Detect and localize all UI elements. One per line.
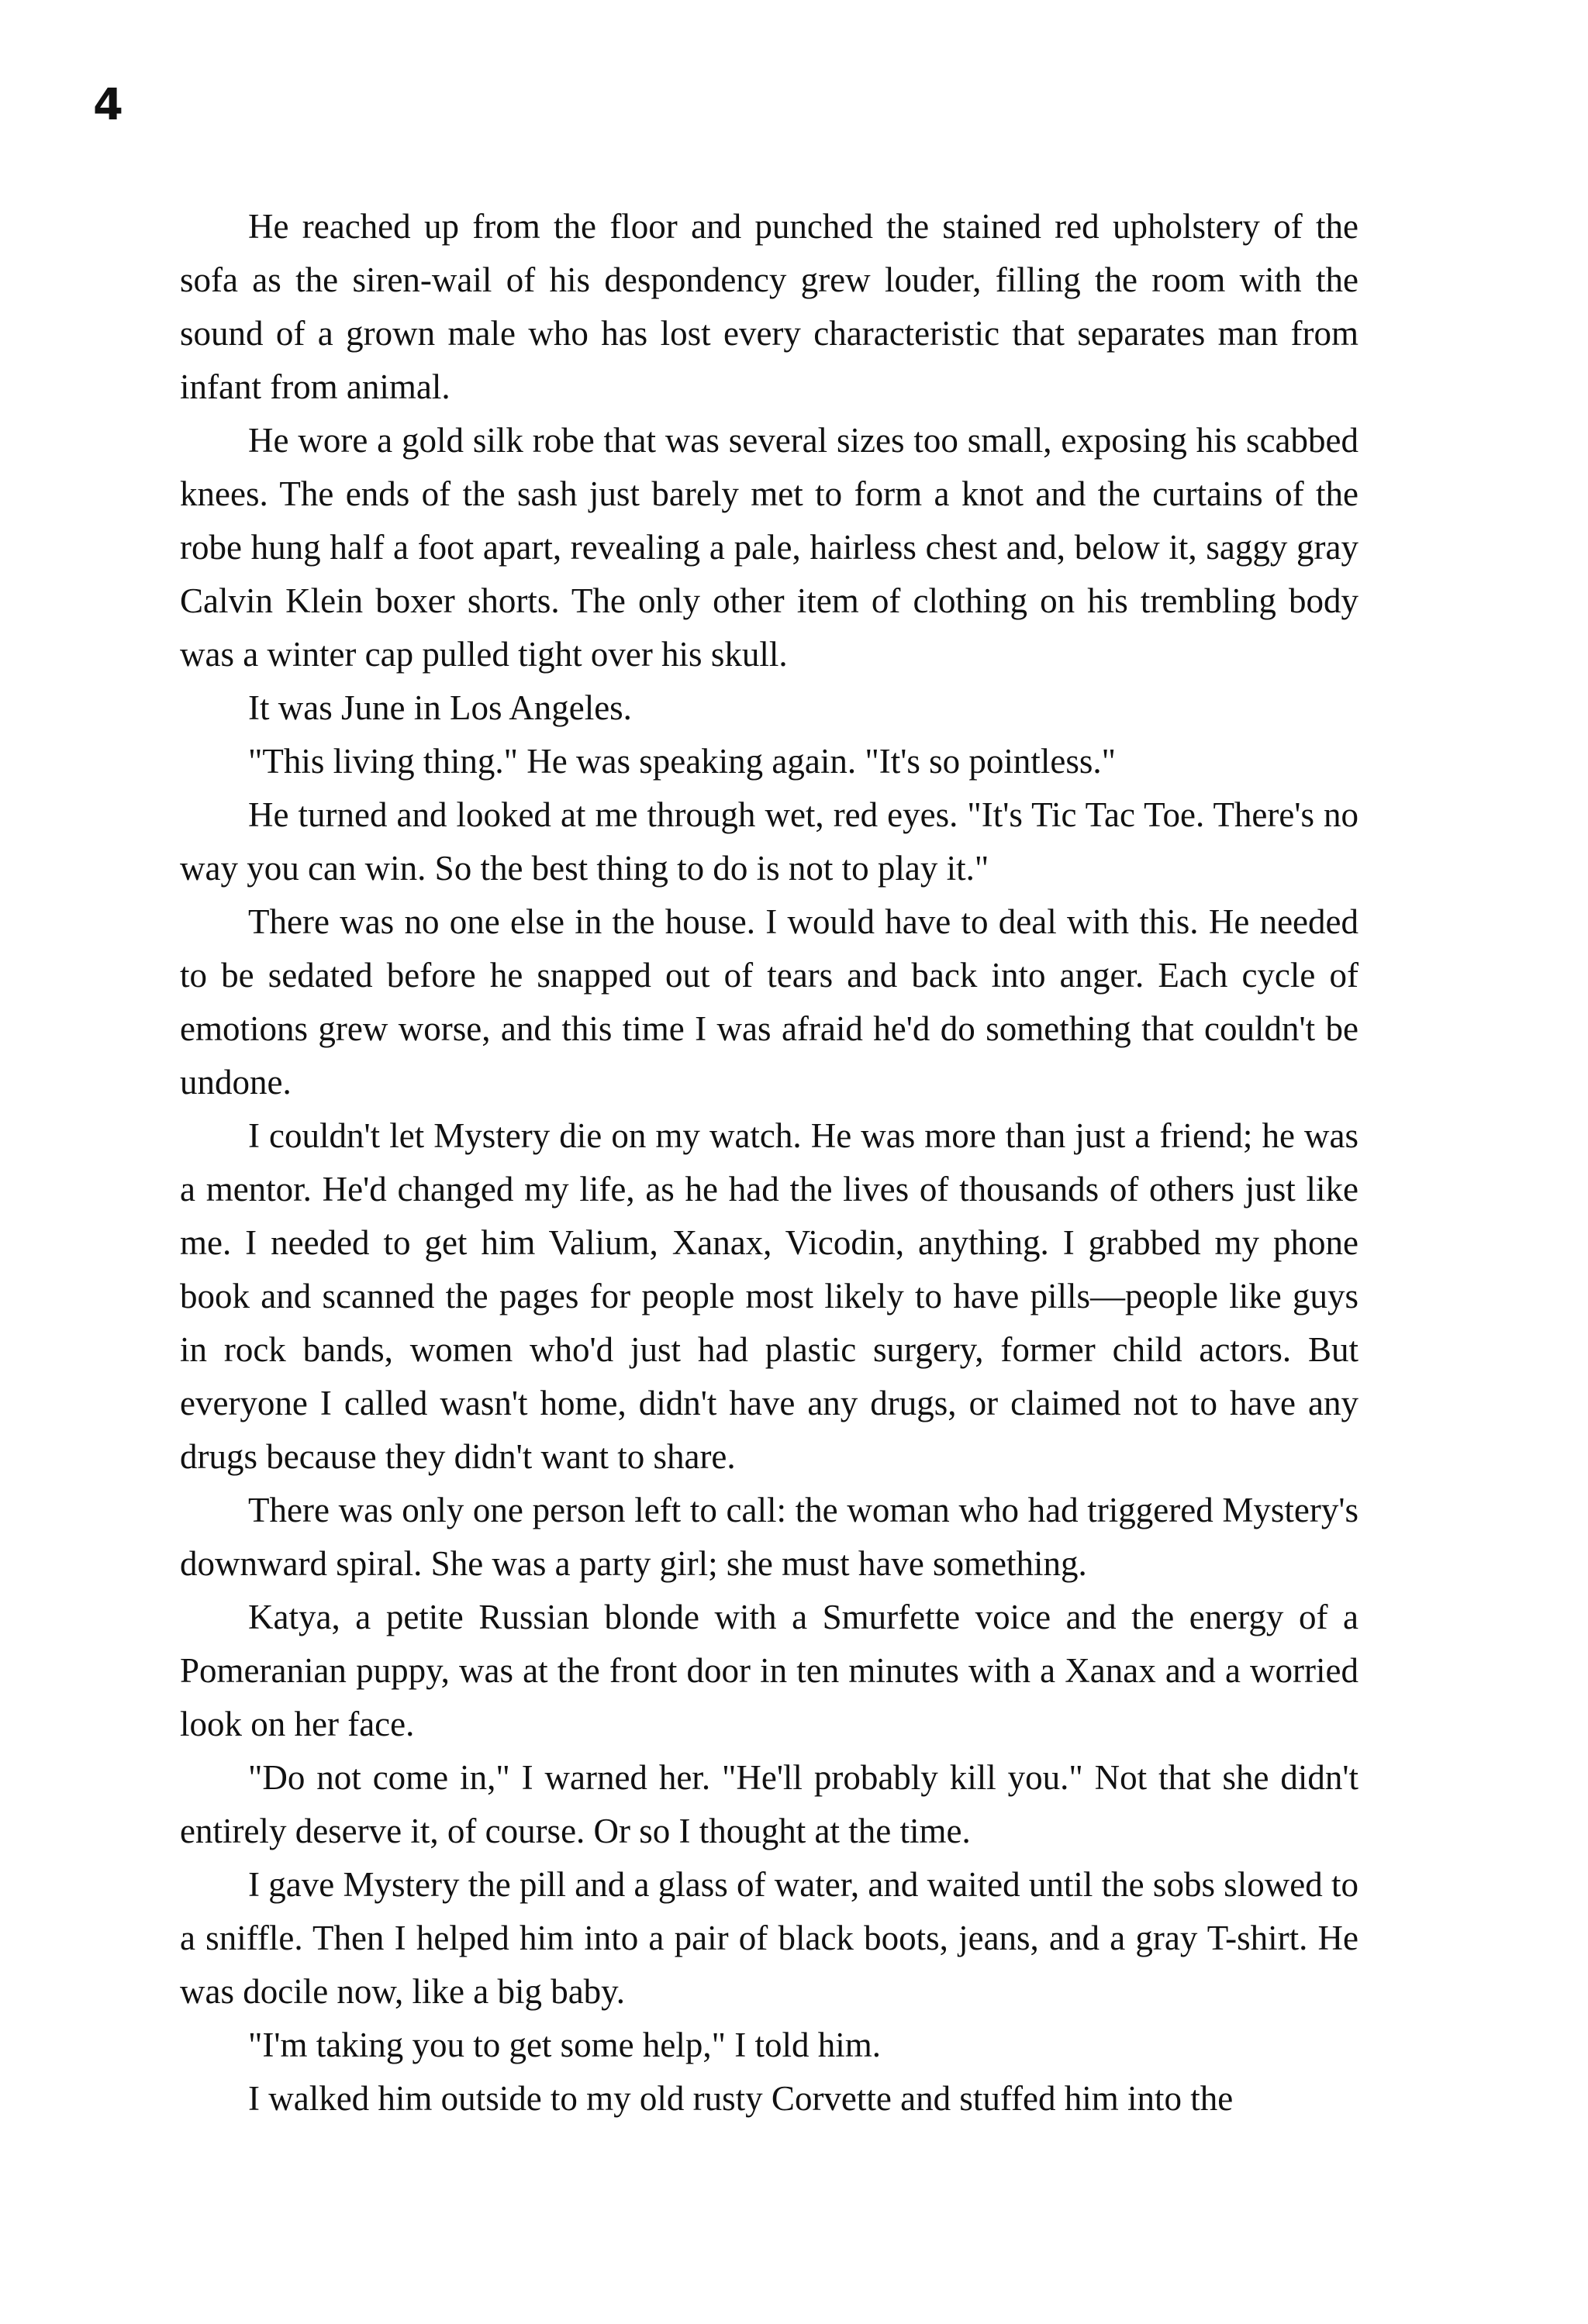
paragraph: There was only one person left to call: the woman who had triggered Mystery's downward spiral. She was a party girl; she must have something. [180, 1491, 1358, 1583]
paragraph: "This living thing." He was speaking again. "It's so pointless." [248, 742, 1116, 781]
paragraph: I walked him outside to my old rusty Corvette and stuffed him into the [248, 2079, 1234, 2118]
paragraph: He turned and looked at me through wet, red eyes. "It's Tic Tac Toe. There's no way you can win. So the best thing to do is not to play it." [180, 795, 1358, 888]
paragraph: There was no one else in the house. I would have to deal with this. He needed to be sedated before he snapped out of tears and back into anger. Each cycle of emotions grew worse, and this time I was afraid he'd do something that couldn't be undone. [180, 902, 1358, 1102]
paragraph: I gave Mystery the pill and a glass of water, and waited until the sobs slowed to a sniffle. Then I helped him into a pair of black boots, jeans, and a gray T-shirt. He was docile now, like a big baby. [180, 1865, 1358, 2011]
paragraph: Katya, a petite Russian blonde with a Smurfette voice and the energy of a Pomeranian puppy, was at the front door in ten minutes with a Xanax and a worried look on her face. [180, 1598, 1358, 1743]
paragraph: He wore a gold silk robe that was several sizes too small, exposing his scabbed knees. The ends of the sash just barely met to form a knot and the curtains of the robe hung half a foot apart, revealing a pale, hairless chest and, below it, saggy gray Calvin Klein boxer shorts. The only other item of clothing on his trembling body was a winter cap pulled tight over his skull. [180, 421, 1358, 674]
body-text [180, 200, 1358, 2126]
paragraph: I couldn't let Mystery die on my watch. He was more than just a friend; he was a mentor. He'd changed my life, as he had the lives of thousands of others just like me. I needed to get him Valium, Xanax, Vicodin, anything. I grabbed my phone book and scanned the pages for people most likely to have pills—people like guys in rock bands, women who'd just had plastic surgery, former child actors. But everyone I called wasn't home, didn't have any drugs, or claimed not to have any drugs because they didn't want to share. [180, 1116, 1358, 1476]
page-number: 4 [93, 80, 123, 130]
paragraph: It was June in Los Angeles. [248, 688, 632, 727]
paragraph: "I'm taking you to get some help," I told him. [248, 2026, 881, 2064]
paragraph: He reached up from the floor and punched the stained red upholstery of the sofa as the siren-wail of his despondency grew louder, filling the room with the sound of a grown male who has lost every characteristic that separates man from infant from animal. [180, 207, 1358, 406]
paragraph: "Do not come in," I warned her. "He'll probably kill you." Not that she didn't entirely deserve it, of course. Or so I thought at the time. [180, 1758, 1358, 1850]
